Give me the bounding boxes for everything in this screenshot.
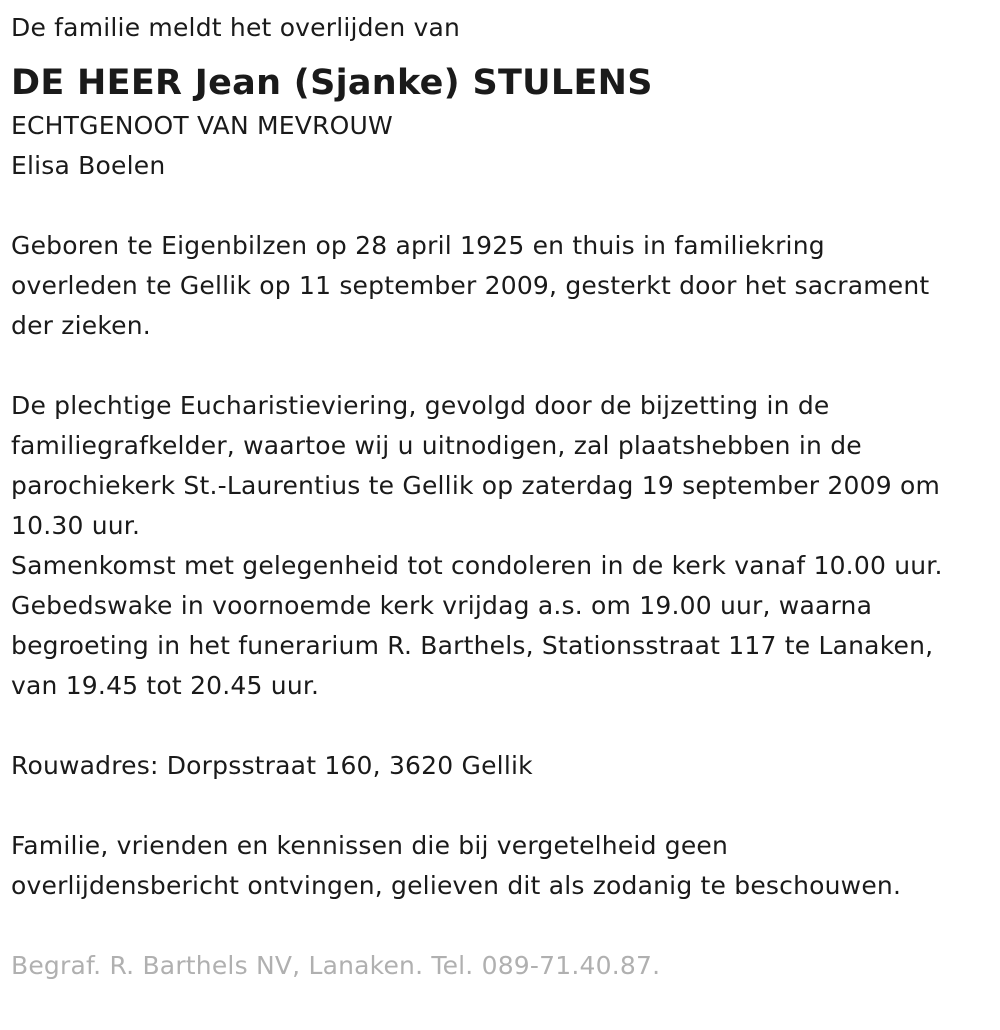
undertaker-footer: Begraf. R. Barthels NV, Lanaken. Tel. 089-71.40.87. bbox=[11, 951, 661, 980]
spouse-name: Elisa Boelen bbox=[11, 151, 166, 180]
ceremony-line: De plechtige Eucharistieviering, gevolgd door de bijzetting in de bbox=[11, 391, 830, 420]
ceremony-line: familiegrafkelder, waartoe wij u uitnodigen, zal plaatshebben in de bbox=[11, 431, 862, 460]
closing-line: overlijdensbericht ontvingen, gelieven dit als zodanig te beschouwen. bbox=[11, 871, 902, 900]
ceremony-line: parochiekerk St.-Laurentius te Gellik op zaterdag 19 september 2009 om bbox=[11, 471, 941, 500]
closing-paragraph bbox=[11, 826, 991, 906]
spacer bbox=[11, 786, 991, 826]
deceased-name: DE HEER Jean (Sjanke) STULENS bbox=[11, 63, 653, 103]
birth-death-paragraph bbox=[11, 226, 991, 346]
spacer bbox=[11, 706, 991, 746]
ceremony-line: 10.30 uur. bbox=[11, 511, 141, 540]
ceremony-line: Samenkomst met gelegenheid tot condoleren in de kerk vanaf 10.00 uur. bbox=[11, 551, 943, 580]
spacer bbox=[11, 186, 991, 226]
ceremony-line: Gebedswake in voornoemde kerk vrijdag a.s. om 19.00 uur, waarna bbox=[11, 591, 873, 620]
spacer bbox=[11, 906, 991, 946]
birth-death-line: der zieken. bbox=[11, 311, 151, 340]
closing-line: Familie, vrienden en kennissen die bij vergetelheid geen bbox=[11, 831, 729, 860]
ceremony-line: van 19.45 tot 20.45 uur. bbox=[11, 671, 320, 700]
intro-text: De familie meldt het overlijden van bbox=[11, 13, 461, 42]
relation-text: ECHTGENOOT VAN MEVROUW bbox=[11, 111, 393, 140]
birth-death-line: overleden te Gellik op 11 september 2009, gesterkt door het sacrament bbox=[11, 271, 930, 300]
ceremony-paragraph bbox=[11, 386, 991, 706]
birth-death-line: Geboren te Eigenbilzen op 28 april 1925 en thuis in familiekring bbox=[11, 231, 825, 260]
spacer bbox=[11, 346, 991, 386]
ceremony-line: begroeting in het funerarium R. Barthels, Stationsstraat 117 te Lanaken, bbox=[11, 631, 934, 660]
mourning-address: Rouwadres: Dorpsstraat 160, 3620 Gellik bbox=[11, 751, 533, 780]
death-notice bbox=[11, 8, 991, 986]
